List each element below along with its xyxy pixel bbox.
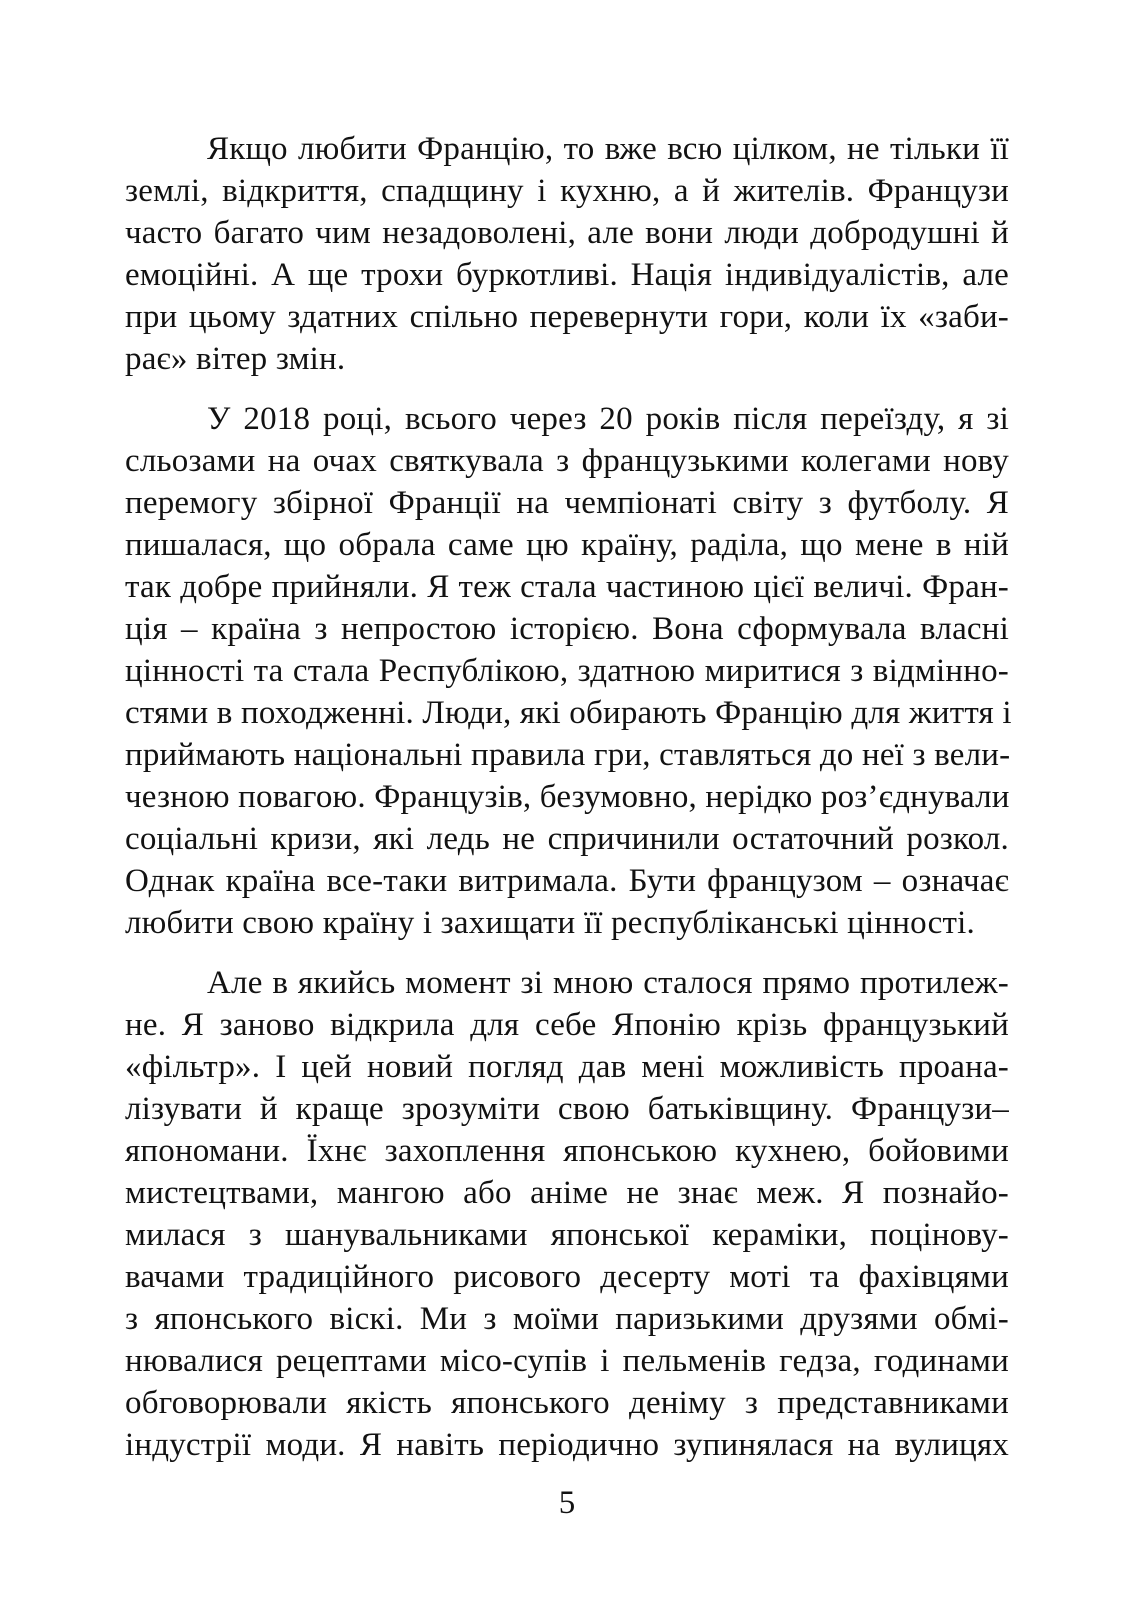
text-line: стями в походженні. Люди, які обирають Францію для життя і xyxy=(125,695,1012,731)
text-line: перемогу збірної Франції на чемпіонаті світу з футболу. Я xyxy=(125,485,1009,521)
text-line: емоційні. А ще трохи буркотливі. Нація індивідуалістів, але xyxy=(125,257,1009,293)
text-line: соціальні кризи, які ледь не спричинили остаточний розкол. xyxy=(125,821,1009,857)
text-line: часто багато чим незадоволені, але вони люди добродушні й xyxy=(125,215,1009,251)
text-line: обговорювали якість японського деніму з представниками xyxy=(125,1385,1009,1421)
text-line: ція – країна з непростою історією. Вона сформувала власні xyxy=(125,611,1009,647)
text-line: мистецтвами, мангою або аніме не знає меж. Я познайо- xyxy=(125,1175,1009,1211)
text-line: пишалася, що обрала саме цю країну, раділа, що мене в ній xyxy=(125,527,1009,563)
body-text xyxy=(125,128,1012,1466)
text-line: Якщо любити Францію, то вже всю цілком, не тільки її xyxy=(207,131,1009,167)
text-line: «фільтр». І цей новий погляд дав мені можливість проана- xyxy=(125,1049,1009,1085)
text-line: Але в якийсь момент зі мною сталося прямо протилеж- xyxy=(207,965,1009,1001)
text-line: з японського віскі. Ми з моїми паризькими друзями обмі- xyxy=(125,1301,1009,1337)
text-line: чезною повагою. Французів, безумовно, нерідко роз’єднували xyxy=(125,779,1010,815)
page-number: 5 xyxy=(558,1485,576,1521)
text-line: землі, відкриття, спадщину і кухню, а й жителів. Французи xyxy=(125,173,1009,209)
text-line: вачами традиційного рисового десерту моті та фахівцями xyxy=(125,1259,1009,1295)
text-line: рає» вітер змін. xyxy=(125,341,346,377)
text-line: цінності та стала Республікою, здатною миритися з відмінно- xyxy=(125,653,1009,689)
text-line: Однак країна все-таки витримала. Бути французом – означає xyxy=(125,863,1009,899)
text-line: любити свою країну і захищати її республіканські цінності. xyxy=(125,905,975,941)
text-line: так добре прийняли. Я теж стала частиною цієї величі. Фран- xyxy=(125,569,1009,605)
text-line: япономани. Їхнє захоплення японською кухнею, бойовими xyxy=(125,1133,1009,1169)
text-line: У 2018 році, всього через 20 років після переїзду, я зі xyxy=(207,401,1009,437)
text-line: не. Я заново відкрила для себе Японію крізь французький xyxy=(125,1007,1009,1043)
paragraph xyxy=(125,128,1009,380)
paragraph xyxy=(125,398,1012,944)
text-line: нювалися рецептами місо-супів і пельменів гедза, годинами xyxy=(125,1343,1009,1379)
text-line: приймають національні правила гри, ставляться до неї з вели- xyxy=(125,737,1011,773)
text-line: сльозами на очах святкувала з французькими колегами нову xyxy=(125,443,1009,479)
text-line: лізувати й краще зрозуміти свою батьківщину. Французи– xyxy=(125,1091,1009,1127)
text-line: при цьому здатних спільно перевернути гори, коли їх «заби- xyxy=(125,299,1009,335)
text-line: індустрії моди. Я навіть періодично зупинялася на вулицях xyxy=(125,1427,1009,1463)
text-line: милася з шанувальниками японської кераміки, поцінову- xyxy=(125,1217,1009,1253)
paragraph xyxy=(125,962,1009,1466)
